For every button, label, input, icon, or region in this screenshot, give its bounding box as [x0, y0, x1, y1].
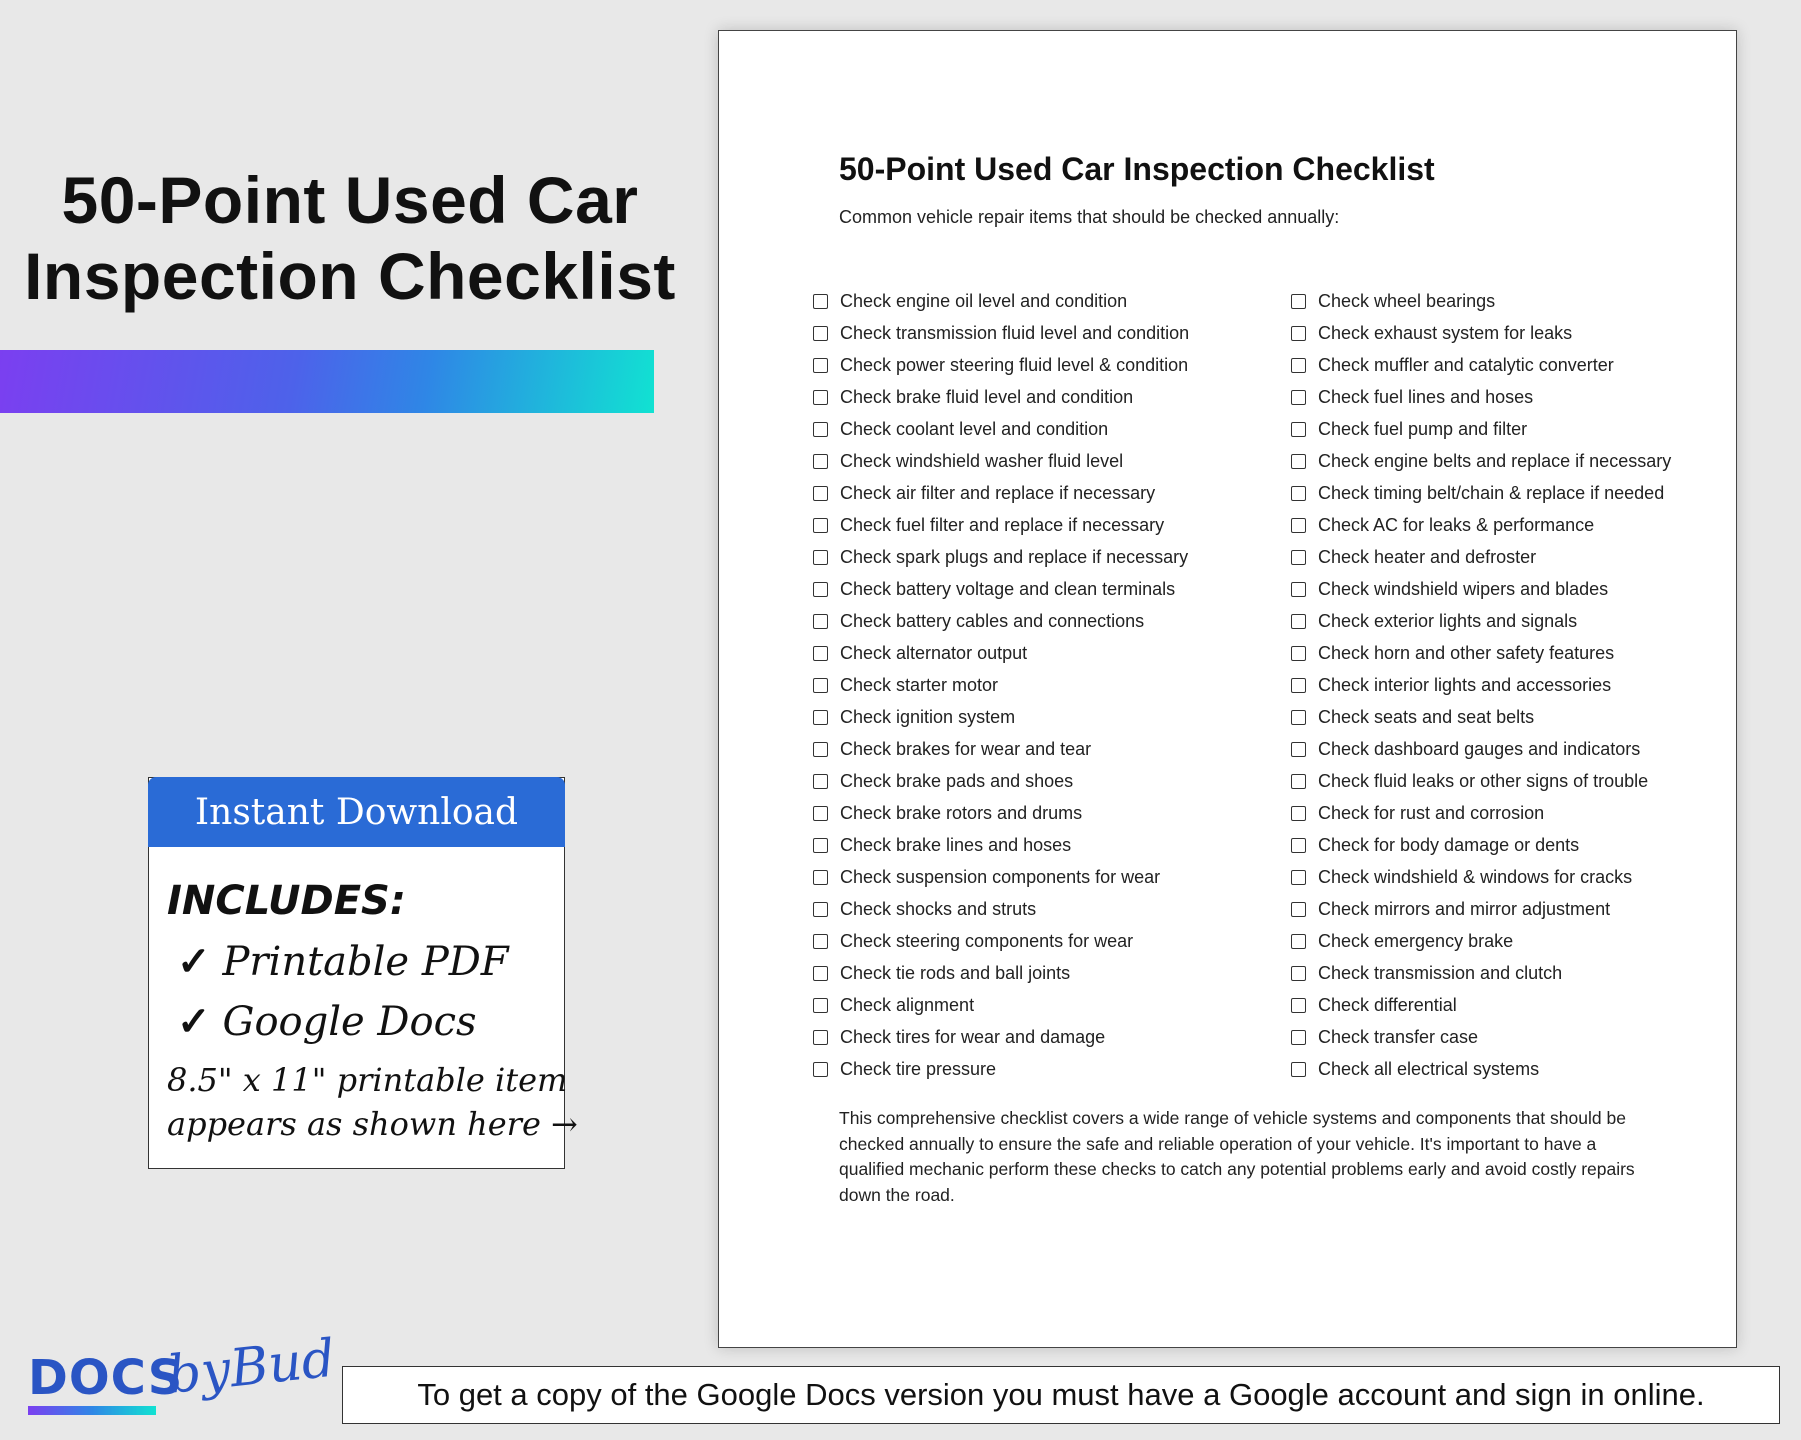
- checkbox-icon: [1291, 870, 1306, 885]
- checkbox-icon: [1291, 422, 1306, 437]
- checklist-item: [813, 477, 1189, 509]
- checklist-item-label: Check spark plugs and replace if necessary: [840, 546, 1189, 567]
- logo-docs-text: DOCS: [28, 1350, 184, 1406]
- checkbox-icon: [813, 326, 828, 341]
- checkbox-icon: [813, 774, 828, 789]
- checklist-item: [1291, 509, 1671, 541]
- checklist-item-label: Check seats and seat belts: [1318, 706, 1535, 727]
- checklist-item-label: Check transmission and clutch: [1318, 962, 1563, 983]
- hero-title-line-2: Inspection Checklist: [24, 239, 676, 313]
- feature-printable-pdf: [177, 938, 509, 985]
- checkbox-icon: [1291, 934, 1306, 949]
- checkbox-icon: [813, 486, 828, 501]
- checklist-item: [813, 605, 1189, 637]
- checklist-item: [813, 445, 1189, 477]
- checklist-item: [813, 893, 1189, 925]
- checklist-item-label: Check battery cables and connections: [840, 610, 1145, 631]
- feature-google-docs: [177, 998, 477, 1045]
- checklist-item-label: Check tire pressure: [840, 1058, 997, 1079]
- checkbox-icon: [1291, 742, 1306, 757]
- checkbox-icon: [813, 518, 828, 533]
- checklist-item: [813, 925, 1189, 957]
- checklist-item-label: Check for rust and corrosion: [1318, 802, 1545, 823]
- checklist-item: [1291, 669, 1671, 701]
- checkbox-icon: [1291, 358, 1306, 373]
- checklist-item-label: Check mirrors and mirror adjustment: [1318, 898, 1611, 919]
- checklist-item-label: Check shocks and struts: [840, 898, 1037, 919]
- checkbox-icon: [1291, 838, 1306, 853]
- checklist-item: [813, 861, 1189, 893]
- checkbox-icon: [813, 390, 828, 405]
- checklist-item: [813, 1053, 1189, 1085]
- checklist-item: [813, 381, 1189, 413]
- checklist-item-label: Check alignment: [840, 994, 975, 1015]
- checklist-item-label: Check starter motor: [840, 674, 999, 695]
- checklist-item-label: Check dashboard gauges and indicators: [1318, 738, 1641, 759]
- checklist-item: [1291, 381, 1671, 413]
- checklist-item: [813, 509, 1189, 541]
- checkbox-icon: [813, 902, 828, 917]
- checklist-item-label: Check fluid leaks or other signs of trouble: [1318, 770, 1649, 791]
- checkbox-icon: [1291, 646, 1306, 661]
- checkbox-icon: [813, 710, 828, 725]
- checkbox-icon: [1291, 966, 1306, 981]
- checklist-item: [813, 1021, 1189, 1053]
- checkbox-icon: [813, 1030, 828, 1045]
- checkbox-icon: [813, 742, 828, 757]
- checklist-item-label: Check power steering fluid level & condition: [840, 354, 1189, 375]
- checklist-item-label: Check tie rods and ball joints: [840, 962, 1071, 983]
- checklist-item-label: Check alternator output: [840, 642, 1028, 663]
- checklist-item-label: Check suspension components for wear: [840, 866, 1161, 887]
- checklist-item: [813, 669, 1189, 701]
- checklist-item: [1291, 861, 1671, 893]
- checklist-item: [813, 285, 1189, 317]
- checklist-item-label: Check exterior lights and signals: [1318, 610, 1578, 631]
- checkbox-icon: [813, 422, 828, 437]
- checkbox-icon: [813, 934, 828, 949]
- checkbox-icon: [813, 550, 828, 565]
- checklist-item-label: Check engine oil level and condition: [840, 290, 1128, 311]
- checkbox-icon: [813, 870, 828, 885]
- logo-gradient-underline: [28, 1406, 156, 1415]
- checklist-item: [813, 829, 1189, 861]
- checklist-item: [813, 957, 1189, 989]
- checklist-item: [1291, 573, 1671, 605]
- checkbox-icon: [813, 294, 828, 309]
- checklist-item-label: Check battery voltage and clean terminals: [840, 578, 1176, 599]
- checkbox-icon: [1291, 678, 1306, 693]
- checklist-item-label: Check brake fluid level and condition: [840, 386, 1134, 407]
- checklist-item: [813, 317, 1189, 349]
- checklist-item-label: Check horn and other safety features: [1318, 642, 1615, 663]
- checklist-item-label: Check for body damage or dents: [1318, 834, 1580, 855]
- document-title: 50-Point Used Car Inspection Checklist: [839, 151, 1435, 187]
- checklist-item: [1291, 541, 1671, 573]
- checklist-item-label: Check heater and defroster: [1318, 546, 1537, 567]
- checklist-item: [813, 797, 1189, 829]
- checklist-item: [1291, 701, 1671, 733]
- checklist-item: [1291, 925, 1671, 957]
- checklist-item: [1291, 989, 1671, 1021]
- size-note-line-2: appears as shown here →: [167, 1105, 578, 1143]
- checklist-item-label: Check transfer case: [1318, 1026, 1479, 1047]
- checklist-item: [1291, 797, 1671, 829]
- checkbox-icon: [1291, 294, 1306, 309]
- feature-label: Google Docs: [222, 999, 477, 1045]
- checkbox-icon: [1291, 710, 1306, 725]
- checklist-item: [1291, 829, 1671, 861]
- checklist-item-label: Check brake pads and shoes: [840, 770, 1074, 791]
- checkbox-icon: [813, 614, 828, 629]
- checklist-item-label: Check windshield washer fluid level: [840, 450, 1124, 471]
- size-note-line-1: 8.5" x 11" printable item: [167, 1061, 568, 1099]
- checklist-item-label: Check air filter and replace if necessary: [840, 482, 1156, 503]
- google-docs-notice: To get a copy of the Google Docs version you must have a Google account and sign in online.: [342, 1366, 1780, 1424]
- checklist-item-label: Check steering components for wear: [840, 930, 1134, 951]
- promo-card: [148, 777, 578, 1169]
- checklist-item: [1291, 413, 1671, 445]
- checkbox-icon: [1291, 774, 1306, 789]
- checklist-item-label: Check fuel filter and replace if necessary: [840, 514, 1165, 535]
- checklist-item: [1291, 445, 1671, 477]
- document-footer-paragraph: This comprehensive checklist covers a wide range of vehicle systems and components that should be checked annually to ensure the safe and reliable operation of your vehicle. It's important to have a qualified mechanic perform these checks to catch any potential problems early and avoid costly repairs down the road.: [839, 1108, 1635, 1205]
- checklist-item-label: Check fuel lines and hoses: [1318, 386, 1534, 407]
- instant-download-banner: Instant Download: [148, 777, 565, 847]
- document-subtitle: Common vehicle repair items that should be checked annually:: [839, 207, 1340, 227]
- checkbox-icon: [1291, 326, 1306, 341]
- checklist-item-label: Check windshield & windows for cracks: [1318, 866, 1633, 887]
- checklist-right-column: [1291, 285, 1671, 1085]
- checklist-item: [813, 765, 1189, 797]
- hero-title: [0, 162, 700, 314]
- checklist-item-label: Check brake rotors and drums: [840, 802, 1083, 823]
- checklist-item-label: Check all electrical systems: [1318, 1058, 1540, 1079]
- checklist-item-label: Check AC for leaks & performance: [1318, 514, 1595, 535]
- checklist-item: [1291, 605, 1671, 637]
- checklist-item: [813, 989, 1189, 1021]
- checkbox-icon: [1291, 614, 1306, 629]
- checklist-item-label: Check timing belt/chain & replace if needed: [1318, 482, 1665, 503]
- checklist-item: [1291, 765, 1671, 797]
- checkbox-icon: [813, 454, 828, 469]
- checklist-item-label: Check exhaust system for leaks: [1318, 322, 1573, 343]
- checkbox-icon: [813, 838, 828, 853]
- checklist-item-label: Check engine belts and replace if necessary: [1318, 450, 1672, 471]
- checklist-item-label: Check coolant level and condition: [840, 418, 1109, 439]
- checklist-item: [1291, 1021, 1671, 1053]
- checkbox-icon: [813, 806, 828, 821]
- checklist-document-page: [718, 30, 1737, 1348]
- checkbox-icon: [813, 678, 828, 693]
- checklist-item-label: Check brake lines and hoses: [840, 834, 1072, 855]
- checklist-item: [813, 413, 1189, 445]
- checkmark-icon: ✓: [177, 998, 211, 1045]
- checkbox-icon: [813, 358, 828, 373]
- checklist-item: [813, 701, 1189, 733]
- checklist-item-label: Check interior lights and accessories: [1318, 674, 1612, 695]
- gradient-accent-bar: [0, 350, 654, 413]
- checklist-item-label: Check transmission fluid level and condition: [840, 322, 1190, 343]
- checklist-item: [1291, 349, 1671, 381]
- checklist-item: [813, 541, 1189, 573]
- checklist-item: [1291, 317, 1671, 349]
- checklist-left-column: [813, 285, 1189, 1085]
- checkbox-icon: [1291, 454, 1306, 469]
- checklist-item: [813, 733, 1189, 765]
- checklist-item-label: Check ignition system: [840, 706, 1016, 727]
- checklist-item-label: Check fuel pump and filter: [1318, 418, 1528, 439]
- checklist-item: [813, 637, 1189, 669]
- checkbox-icon: [1291, 550, 1306, 565]
- checklist-item: [813, 349, 1189, 381]
- checklist-item: [1291, 1053, 1671, 1085]
- checkbox-icon: [1291, 390, 1306, 405]
- docs-by-bud-logo: [26, 1328, 338, 1428]
- logo-bybud-script: byBud: [164, 1328, 338, 1406]
- checkbox-icon: [1291, 998, 1306, 1013]
- checkbox-icon: [1291, 518, 1306, 533]
- checkbox-icon: [1291, 1030, 1306, 1045]
- checkbox-icon: [1291, 1062, 1306, 1077]
- checkbox-icon: [1291, 486, 1306, 501]
- feature-label: Printable PDF: [222, 939, 509, 985]
- checkbox-icon: [813, 646, 828, 661]
- checklist-item: [1291, 957, 1671, 989]
- checkbox-icon: [1291, 806, 1306, 821]
- checkbox-icon: [1291, 902, 1306, 917]
- checklist-item-label: Check differential: [1318, 994, 1457, 1015]
- checkbox-icon: [1291, 582, 1306, 597]
- checklist-item: [1291, 733, 1671, 765]
- checkmark-icon: ✓: [177, 938, 211, 985]
- size-note: [167, 1058, 578, 1146]
- checklist-item-label: Check emergency brake: [1318, 930, 1514, 951]
- checkbox-icon: [813, 966, 828, 981]
- checklist-item: [1291, 477, 1671, 509]
- includes-label: INCLUDES:: [167, 878, 406, 924]
- checklist-item-label: Check muffler and catalytic converter: [1318, 354, 1614, 375]
- checkbox-icon: [813, 582, 828, 597]
- checklist-item-label: Check windshield wipers and blades: [1318, 578, 1609, 599]
- checklist-item: [1291, 893, 1671, 925]
- hero-title-line-1: 50-Point Used Car: [61, 163, 639, 237]
- checkbox-icon: [813, 1062, 828, 1077]
- checklist-item: [813, 573, 1189, 605]
- checkbox-icon: [813, 998, 828, 1013]
- checklist-item: [1291, 637, 1671, 669]
- checklist-item: [1291, 285, 1671, 317]
- checklist-item-label: Check brakes for wear and tear: [840, 738, 1092, 759]
- checklist-item-label: Check tires for wear and damage: [840, 1026, 1106, 1047]
- checklist-item-label: Check wheel bearings: [1318, 290, 1496, 311]
